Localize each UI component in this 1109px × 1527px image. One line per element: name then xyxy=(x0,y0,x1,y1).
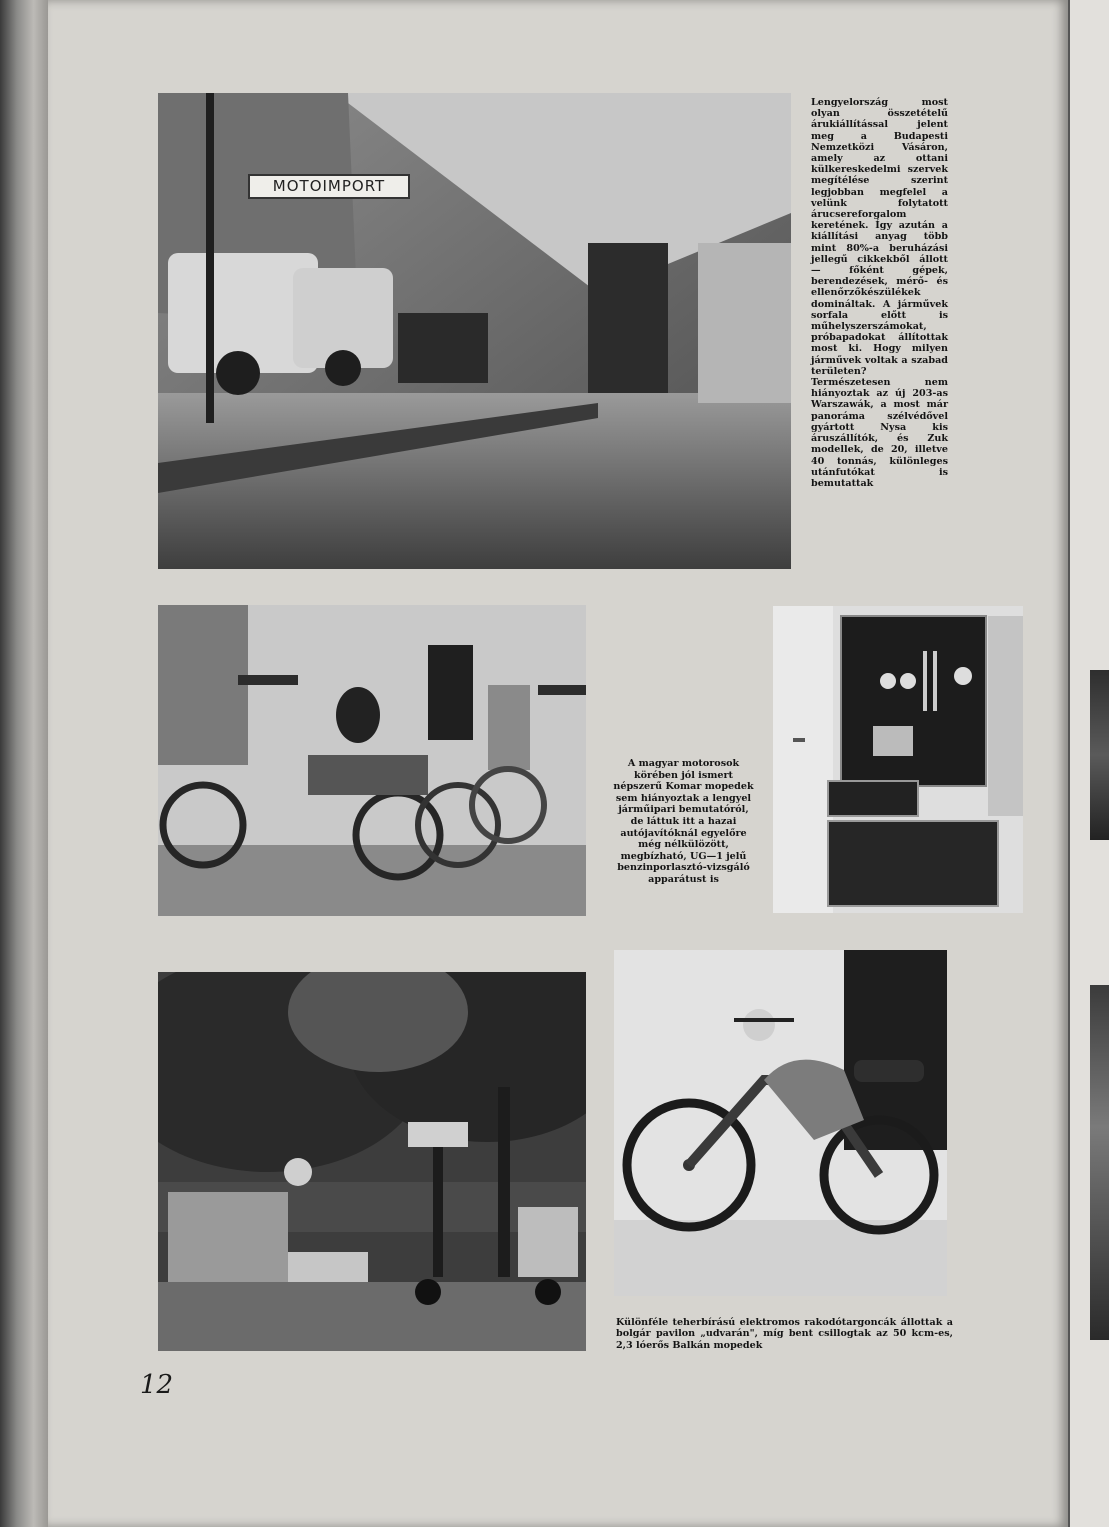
adjacent-page-edge xyxy=(1068,0,1109,1527)
photo-forklifts-bulgarian-pavilion xyxy=(158,972,586,1351)
binding-edge xyxy=(0,0,48,1527)
page-number: 12 xyxy=(140,1370,174,1400)
balkan-moped-image xyxy=(614,950,947,1296)
photo-balkan-moped xyxy=(614,950,947,1296)
motoimport-sign: MOTOIMPORT xyxy=(248,174,410,199)
photo-komar-mopeds xyxy=(158,605,586,916)
forklifts-image xyxy=(158,972,586,1351)
carburetor-tester-image xyxy=(773,606,1023,913)
adjacent-page-photo-fragment-2 xyxy=(1090,985,1109,1340)
photo-carburetor-tester xyxy=(773,606,1023,913)
caption-bulgarian-pavilion: Különféle teherbírású elektromos rakodótargoncák állottak a bolgár pavilon „udvarán", míg bent csillogtak az 50 kcm-es, 2,3 lóerős Balkán mopedek xyxy=(616,1317,953,1351)
komar-mopeds-image xyxy=(158,605,586,916)
caption-poland-exhibition: Lengyelország most olyan összetételű árukiállítással jelent meg a Budapesti Nemzetközi Vásáron, amely az ottani külkereskedelmi szervek megítélése szerint legjobban megfelel a velünk folytatott árucsereforgalom keretének. Így azután a kiállítási anyag több mint 80%-a beruházási jellegű cikkekből állott — főként gépek, berendezések, mérő- és ellenőrzőkészülékek domináltak. A járművek sorfala előtt is műhelyszerszámokat, próbapadokat állítottak most ki. Hogy milyen járművek voltak a szabad területen? Természetesen nem hiányoztak az új 203-as Warszawák, a most már panoráma szélvédővel gyártott Nysa kis áruszállítók, és Zuk modellek, de 20, illetve 40 tonnás, különleges utánfutókat is bemutattak xyxy=(811,97,948,489)
exhibition-hall-image xyxy=(158,93,791,569)
adjacent-page-photo-fragment xyxy=(1090,670,1109,840)
caption-komar-mopeds: A magyar motorosok körében jól ismert népszerű Komar mopedek sem hiányoztak a lengyel járműipari bemutatóról, de láttuk itt a hazai autójavítóknál egyelőre még nélkülözött, megbízható, UG—1 jelű benzinporlasztó-vizsgáló apparátust is xyxy=(613,758,754,885)
photo-motoimport-exhibition xyxy=(158,93,791,569)
